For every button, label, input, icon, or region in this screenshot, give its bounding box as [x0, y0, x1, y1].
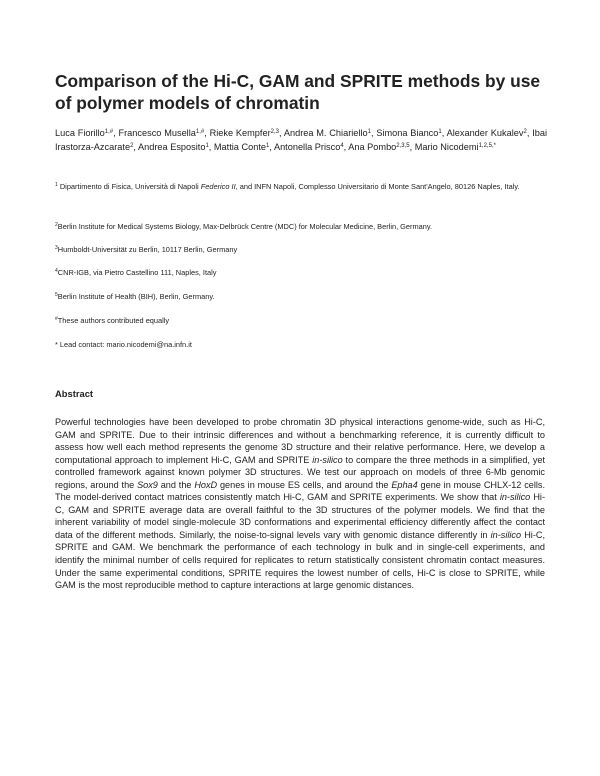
- author-affiliation-marker: 2,3,5: [396, 143, 410, 150]
- author-affiliation-marker: 1: [438, 129, 442, 135]
- author-affiliation-marker: 1,#: [104, 129, 114, 135]
- author-affiliation-marker: 4: [340, 143, 344, 150]
- affiliation-4: $^4$CNR-IGB, via Pietro Castellino 111, Naples, Italy: [55, 268, 217, 277]
- abstract-text: Powerful technologies have been developed to probe chromatin 3D physical interactions genome-wide, such as Hi-C, GAM and SPRITE. Due to their intrinsic differences and without a benchmarking reference, it is currently difficult to assess how well each method represents the genome 3D structure and their relative performance. Here, we develop a computational approach to implement Hi-C, GAM and SPRITE in-silico to compare the three methods in a simplified, yet controlled framework against known polymer 3D structures. We test our approach on models of three 6-Mb genomic regions, around the Sox9 and the HoxD genes in mouse ES cells, and around the Epha4 gene in mouse CHLX-12 cells. The model-derived contact matrices consistently match Hi-C, GAM and SPRITE experiments. We show that in-silico Hi-C, GAM and SPRITE average data are overall faithful to the 3D structures of the polymer models. We find that the inherent variability of model single-molecule 3D conformations and experimental efficiency differently affect the contact data of the different methods. Similarly, the noise-to-signal levels vary with genomic distance differently in in-silico Hi-C, SPRITE and GAM. We benchmark the performance of each technology in bulk and in single-cell experiments, and identify the minimal number of cells required for replicates to return statistically consistent chromatin contact measures. Under the same experimental conditions, SPRITE requires the lowest number of cells, Hi-C is close to SPRITE, while GAM is the most reproducible method to capture interactions at large genomic distances.: [55, 417, 545, 591]
- author-affiliation-marker: 2: [523, 129, 527, 135]
- author-affiliation-marker: 2: [130, 143, 134, 150]
- affiliation-5: $^5$Berlin Institute of Health (BIH), Berlin, Germany.: [55, 292, 215, 301]
- author-name: Simona Bianco: [376, 128, 439, 138]
- author-name: Antonella Prisco: [273, 142, 341, 153]
- paper-title: Comparison of the Hi-C, GAM and SPRITE methods by use of polymer models of chromatin: [55, 71, 541, 113]
- author-list: Luca Fiorillo$^{1,\#}$, Francesco Musella$^{1,\#}$, Rieke Kempfer$^{2,3}$, Andrea M. Chiariello$^1$, Simona Bianco$^1$, Alexander Kukalev$^2$, Ibai Irastorza-Azcarate$^2$, Andrea Esposito$^1$, Mattia Conte$^1$, Antonella Prisco$^4$, Ana Pombo$^{2,3,5}$, Mario Nicodemi$^{1,2,5,*}$: [55, 128, 548, 153]
- affiliation-3: $^3$Humboldt-Universität zu Berlin, 10117 Berlin, Germany: [55, 245, 238, 254]
- author-name: Andrea Esposito: [138, 142, 206, 153]
- author-name: Mario Nicodemi: [414, 142, 479, 153]
- author-name: Ana Pombo: [348, 142, 397, 153]
- abstract-heading: Abstract: [55, 388, 94, 399]
- author-name: Luca Fiorillo: [55, 128, 105, 138]
- author-affiliation-marker: 1: [205, 143, 209, 150]
- author-name: Alexander Kukalev: [446, 128, 524, 138]
- author-name: Francesco Musella: [118, 128, 196, 138]
- author-name: Andrea M. Chiariello: [283, 128, 368, 138]
- author-affiliation-marker: 1,#: [195, 129, 205, 135]
- author-affiliation-marker: 1: [265, 143, 270, 150]
- affiliation-2: $^2$Berlin Institute for Medical Systems Biology, Max-Delbrück Centre (MDC) for Molecular Medicine, Berlin, Germany.: [55, 222, 433, 231]
- author-affiliation-marker: 1,2,5,*: [478, 143, 496, 150]
- author-name: Mattia Conte: [213, 142, 266, 153]
- affiliation-1: $^1$ Dipartimento di Fisica, Università di Napoli Federico II, and INFN Napoli, Complesso Universitario di Monte Sant'Angelo, 80126 Naples, Italy.: [55, 182, 520, 191]
- lead-contact-note: * Lead contact: mario.nicodemi@na.infn.it: [55, 340, 192, 349]
- author-affiliation-marker: 2,3: [270, 129, 279, 135]
- author-name: Rieke Kempfer: [209, 128, 271, 138]
- equal-contribution-note: #These authors contributed equally: [55, 316, 170, 325]
- author-affiliation-marker: 1: [367, 129, 371, 135]
- author-name: Ibai Irastorza-Azcarate: [55, 128, 548, 153]
